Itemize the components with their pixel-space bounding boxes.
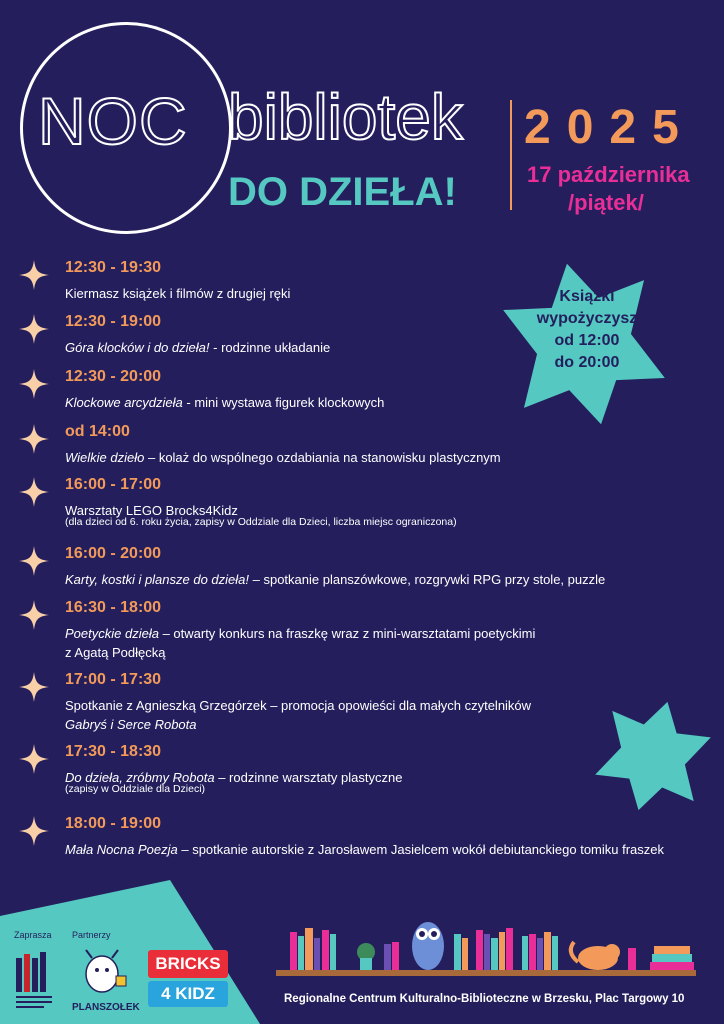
bricks4kidz-logo xyxy=(148,950,228,1008)
library-logo xyxy=(14,950,56,1010)
event-weekday: /piątek/ xyxy=(568,190,644,215)
sparkle-icon xyxy=(18,313,50,345)
sparkle-icon xyxy=(18,743,50,775)
event-text: Kiermasz książek i filmów z drugiej ręki xyxy=(65,286,291,301)
event-time: 16:00 - 20:00 xyxy=(65,545,162,562)
event-title: Do dzieła, zróbmy Robota xyxy=(65,770,215,785)
event-text: Spotkanie z Agnieszką Grzegórzek – promocja opowieści dla małych czytelników xyxy=(65,698,532,713)
sparkle-icon xyxy=(18,259,50,291)
event-title: Mała Nocna Poezja xyxy=(65,842,178,857)
event-time: 18:00 - 19:00 xyxy=(65,815,162,832)
event-text: - rodzinne układanie xyxy=(209,340,331,355)
event-time: od 14:00 xyxy=(65,423,130,440)
sparkle-icon xyxy=(18,476,50,508)
event-title: Gabryś i Serce Robota xyxy=(65,717,197,732)
event-text: – otwarty konkurs na fraszkę wraz z mini-warsztatami poetyckimi xyxy=(158,626,536,641)
bricks-logo-top: BRICKS xyxy=(148,950,228,978)
event-time: 16:30 - 18:00 xyxy=(65,599,162,616)
event-text: – spotkanie autorskie z Jarosławem Jasielcem wokół debiutanckiego tomiku fraszek xyxy=(177,842,665,857)
event-description xyxy=(65,338,693,357)
logo-bibliotek: bibliotek xyxy=(228,81,463,153)
sparkle-icon xyxy=(18,815,50,847)
badge-line: od 12:00 xyxy=(554,332,620,349)
event-description xyxy=(65,840,693,859)
event-description xyxy=(65,393,693,412)
label-partners: Partnerzy xyxy=(72,930,111,940)
event-text-line2: z Agatą Podłęcką xyxy=(65,645,166,660)
label-organizer: Zaprasza xyxy=(14,930,52,940)
event-description xyxy=(65,284,693,303)
planszolek-logo xyxy=(72,948,140,1013)
event-time: 12:30 - 19:30 xyxy=(65,259,162,276)
event-title: Poetyckie dzieła xyxy=(65,626,159,641)
event-title: Karty, kostki i plansze do dzieła! xyxy=(65,572,250,587)
event-time: 12:30 - 20:00 xyxy=(65,368,162,385)
badge-line: Książki xyxy=(559,288,615,305)
event-date: 17 października xyxy=(527,162,690,187)
event-text: – spotkanie planszówkowe, rozgrywki RPG przy stole, puzzle xyxy=(249,572,606,587)
event-text: – kolaż do wspólnego ozdabiania na stanowisku plastycznym xyxy=(144,450,501,465)
event-time: 17:00 - 17:30 xyxy=(65,671,162,688)
bricks-logo-bottom: 4 KIDZ xyxy=(148,981,228,1007)
planszolek-logo-text: PLANSZOŁEK xyxy=(72,1002,140,1013)
badge-line: wypożyczysz xyxy=(536,310,638,327)
event-subtitle: DO DZIEŁA! xyxy=(228,170,457,214)
event-time: 17:30 - 18:30 xyxy=(65,743,162,760)
event-title: Wielkie dzieło xyxy=(65,450,145,465)
event-year: 2025 xyxy=(524,101,695,154)
event-text: Warsztaty LEGO Brocks4Kidz xyxy=(65,503,238,518)
event-text: – rodzinne warsztaty plastyczne xyxy=(214,770,403,785)
event-time: 12:30 - 19:00 xyxy=(65,313,162,330)
badge-line: do 20:00 xyxy=(554,354,620,371)
venue-address: Regionalne Centrum Kulturalno-Biblioteczne w Brzesku, Plac Targowy 10 xyxy=(284,993,685,1005)
sparkle-icon xyxy=(18,599,50,631)
event-note: (zapisy w Oddziale dla Dzieci) xyxy=(65,783,206,795)
event-note: (dla dzieci od 6. roku życia, zapisy w Oddziale dla Dzieci, liczba miejsc ograniczona) xyxy=(65,516,457,528)
bookshelf-illustration xyxy=(276,912,700,978)
goat-mascot-icon xyxy=(72,948,134,996)
sparkle-icon xyxy=(18,423,50,455)
event-description xyxy=(65,570,693,589)
sparkle-icon xyxy=(18,545,50,577)
sparkle-icon xyxy=(18,368,50,400)
event-text: - mini wystawa figurek klockowych xyxy=(182,395,385,410)
event-description xyxy=(65,624,693,662)
sparkle-icon xyxy=(18,671,50,703)
event-description xyxy=(65,696,693,734)
event-description xyxy=(65,448,693,467)
event-title: Klockowe arcydzieła xyxy=(65,395,183,410)
header-divider xyxy=(510,100,512,210)
logo-noc: NOC xyxy=(38,84,188,158)
event-title: Góra klocków i do dzieła! xyxy=(65,340,210,355)
event-time: 16:00 - 17:00 xyxy=(65,476,162,493)
